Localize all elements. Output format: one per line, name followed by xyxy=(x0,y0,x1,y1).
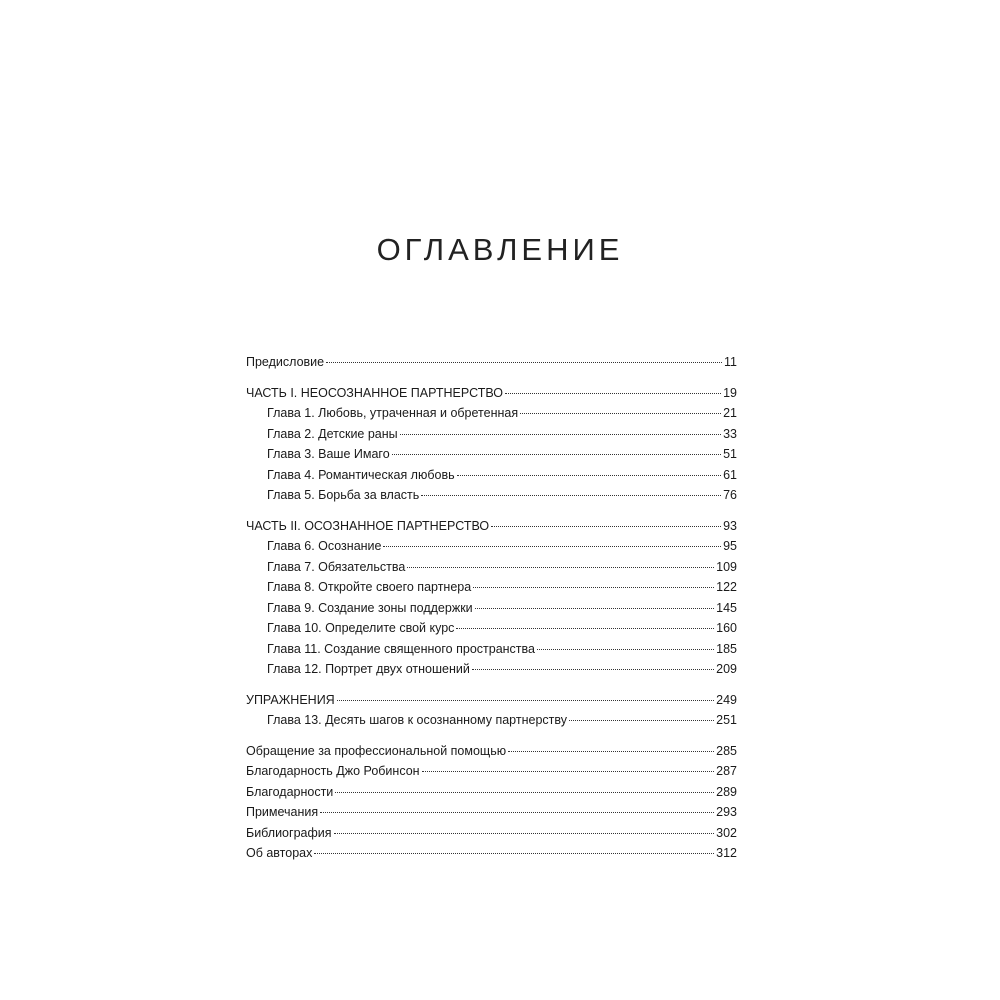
dot-leader xyxy=(326,362,722,363)
toc-entry-label: ЧАСТЬ I. НЕОСОЗНАННОЕ ПАРТНЕРСТВО xyxy=(246,385,503,400)
toc-entry-page: 293 xyxy=(716,805,737,819)
toc-entry-page: 33 xyxy=(723,426,737,441)
dot-leader xyxy=(475,608,715,609)
toc-entry-label: Глава 12. Портрет двух отношений xyxy=(267,662,470,676)
toc-entry-label: Глава 4. Романтическая любовь xyxy=(267,467,455,482)
toc-entry-chapter-8[interactable] xyxy=(246,577,737,598)
toc-entry-label: Глава 5. Борьба за власть xyxy=(267,488,420,502)
toc-entry-page: 145 xyxy=(716,600,737,615)
toc-entry-page: 76 xyxy=(723,488,737,502)
dot-leader xyxy=(337,700,714,701)
dot-leader xyxy=(334,833,715,834)
dot-leader xyxy=(422,771,715,772)
toc-entry-page: 287 xyxy=(716,764,737,778)
toc-entry-chapter-9[interactable] xyxy=(246,598,737,619)
toc-entry-label: Библиография xyxy=(246,825,332,840)
dot-leader xyxy=(421,495,721,496)
dot-leader xyxy=(520,413,721,414)
dot-leader xyxy=(407,567,714,568)
toc-entry-label: ЧАСТЬ II. ОСОЗНАННОЕ ПАРТНЕРСТВО xyxy=(246,518,490,533)
toc-entry-label: Благодарность Джо Робинсон xyxy=(246,764,420,778)
toc-entry-chapter-4[interactable] xyxy=(246,465,737,486)
toc-group-exercises xyxy=(246,690,737,731)
toc-entry-page: 251 xyxy=(716,713,737,727)
toc-entry-page: 19 xyxy=(723,385,737,400)
toc-entry-page: 312 xyxy=(716,846,737,860)
toc-entry-chapter-6[interactable] xyxy=(246,536,737,557)
dot-leader xyxy=(320,812,714,813)
toc-entry-label: Глава 8. Откройте своего партнера xyxy=(267,580,472,594)
toc-entry-acknowledgements[interactable] xyxy=(246,782,737,803)
toc-entry-page: 93 xyxy=(723,518,737,533)
toc-entry-label: Глава 13. Десять шагов к осознанному партнерству xyxy=(267,713,567,727)
toc-entry-chapter-5[interactable] xyxy=(246,485,737,506)
dot-leader xyxy=(508,751,714,752)
toc-entry-label: УПРАЖНЕНИЯ xyxy=(246,692,335,707)
dot-leader xyxy=(569,720,714,721)
toc-entry-page: 302 xyxy=(716,825,737,840)
dot-leader xyxy=(505,393,721,394)
toc-entry-page: 51 xyxy=(723,447,737,461)
toc-entry-label: Об авторах xyxy=(246,846,313,860)
toc-group-part-2 xyxy=(246,516,737,680)
toc-entry-page: 11 xyxy=(724,355,737,369)
toc-entry-chapter-10[interactable] xyxy=(246,618,737,639)
toc-entry-page: 95 xyxy=(723,539,737,553)
toc-entry-about-authors[interactable] xyxy=(246,843,737,864)
toc-entry-page: 122 xyxy=(716,580,737,594)
toc-group-front-matter xyxy=(246,352,737,373)
toc-group-part-1 xyxy=(246,383,737,506)
toc-entry-label: Предисловие xyxy=(246,355,325,369)
toc-entry-preface[interactable] xyxy=(246,352,737,373)
dot-leader xyxy=(456,628,714,629)
dot-leader xyxy=(392,454,721,455)
dot-leader xyxy=(383,546,721,547)
toc-entry-page: 289 xyxy=(716,784,737,799)
toc-entry-page: 285 xyxy=(716,743,737,758)
toc-entry-exercises[interactable] xyxy=(246,690,737,711)
table-of-contents xyxy=(246,352,737,874)
toc-entry-chapter-13[interactable] xyxy=(246,710,737,731)
toc-entry-page: 160 xyxy=(716,621,737,635)
dot-leader xyxy=(335,792,714,793)
page-title: ОГЛАВЛЕНИЕ xyxy=(376,232,624,267)
toc-entry-label: Благодарности xyxy=(246,784,334,799)
toc-entry-bibliography[interactable] xyxy=(246,823,737,844)
dot-leader xyxy=(314,853,714,854)
toc-entry-professional-help[interactable] xyxy=(246,741,737,762)
toc-entry-page: 209 xyxy=(716,662,737,676)
toc-entry-chapter-12[interactable] xyxy=(246,659,737,680)
toc-entry-page: 249 xyxy=(716,692,737,707)
toc-entry-part-2[interactable] xyxy=(246,516,737,537)
toc-group-back-matter xyxy=(246,741,737,864)
toc-entry-chapter-2[interactable] xyxy=(246,424,737,445)
toc-entry-chapter-11[interactable] xyxy=(246,639,737,660)
toc-entry-page: 61 xyxy=(723,467,737,482)
toc-entry-label: Глава 3. Ваше Имаго xyxy=(267,447,390,461)
toc-entry-chapter-1[interactable] xyxy=(246,403,737,424)
dot-leader xyxy=(473,587,714,588)
toc-entry-page: 21 xyxy=(723,406,737,420)
toc-entry-thanks-jo-robinson[interactable] xyxy=(246,761,737,782)
toc-entry-label: Глава 2. Детские раны xyxy=(267,426,398,441)
dot-leader xyxy=(472,669,714,670)
toc-entry-label: Глава 1. Любовь, утраченная и обретенная xyxy=(267,406,519,420)
toc-entry-page: 185 xyxy=(716,641,737,656)
toc-entry-part-1[interactable] xyxy=(246,383,737,404)
dot-leader xyxy=(457,475,721,476)
toc-entry-label: Глава 6. Осознание xyxy=(267,539,382,553)
toc-entry-label: Примечания xyxy=(246,805,319,819)
toc-entry-chapter-3[interactable] xyxy=(246,444,737,465)
toc-entry-label: Глава 9. Создание зоны поддержки xyxy=(267,600,473,615)
toc-entry-label: Глава 10. Определите свой курс xyxy=(267,621,455,635)
toc-entry-notes[interactable] xyxy=(246,802,737,823)
dot-leader xyxy=(537,649,714,650)
toc-entry-label: Обращение за профессиональной помощью xyxy=(246,743,507,758)
toc-entry-label: Глава 11. Создание священного пространства xyxy=(267,641,535,656)
toc-entry-page: 109 xyxy=(716,559,737,574)
dot-leader xyxy=(400,434,721,435)
toc-entry-label: Глава 7. Обязательства xyxy=(267,559,406,574)
dot-leader xyxy=(491,526,721,527)
toc-entry-chapter-7[interactable] xyxy=(246,557,737,578)
